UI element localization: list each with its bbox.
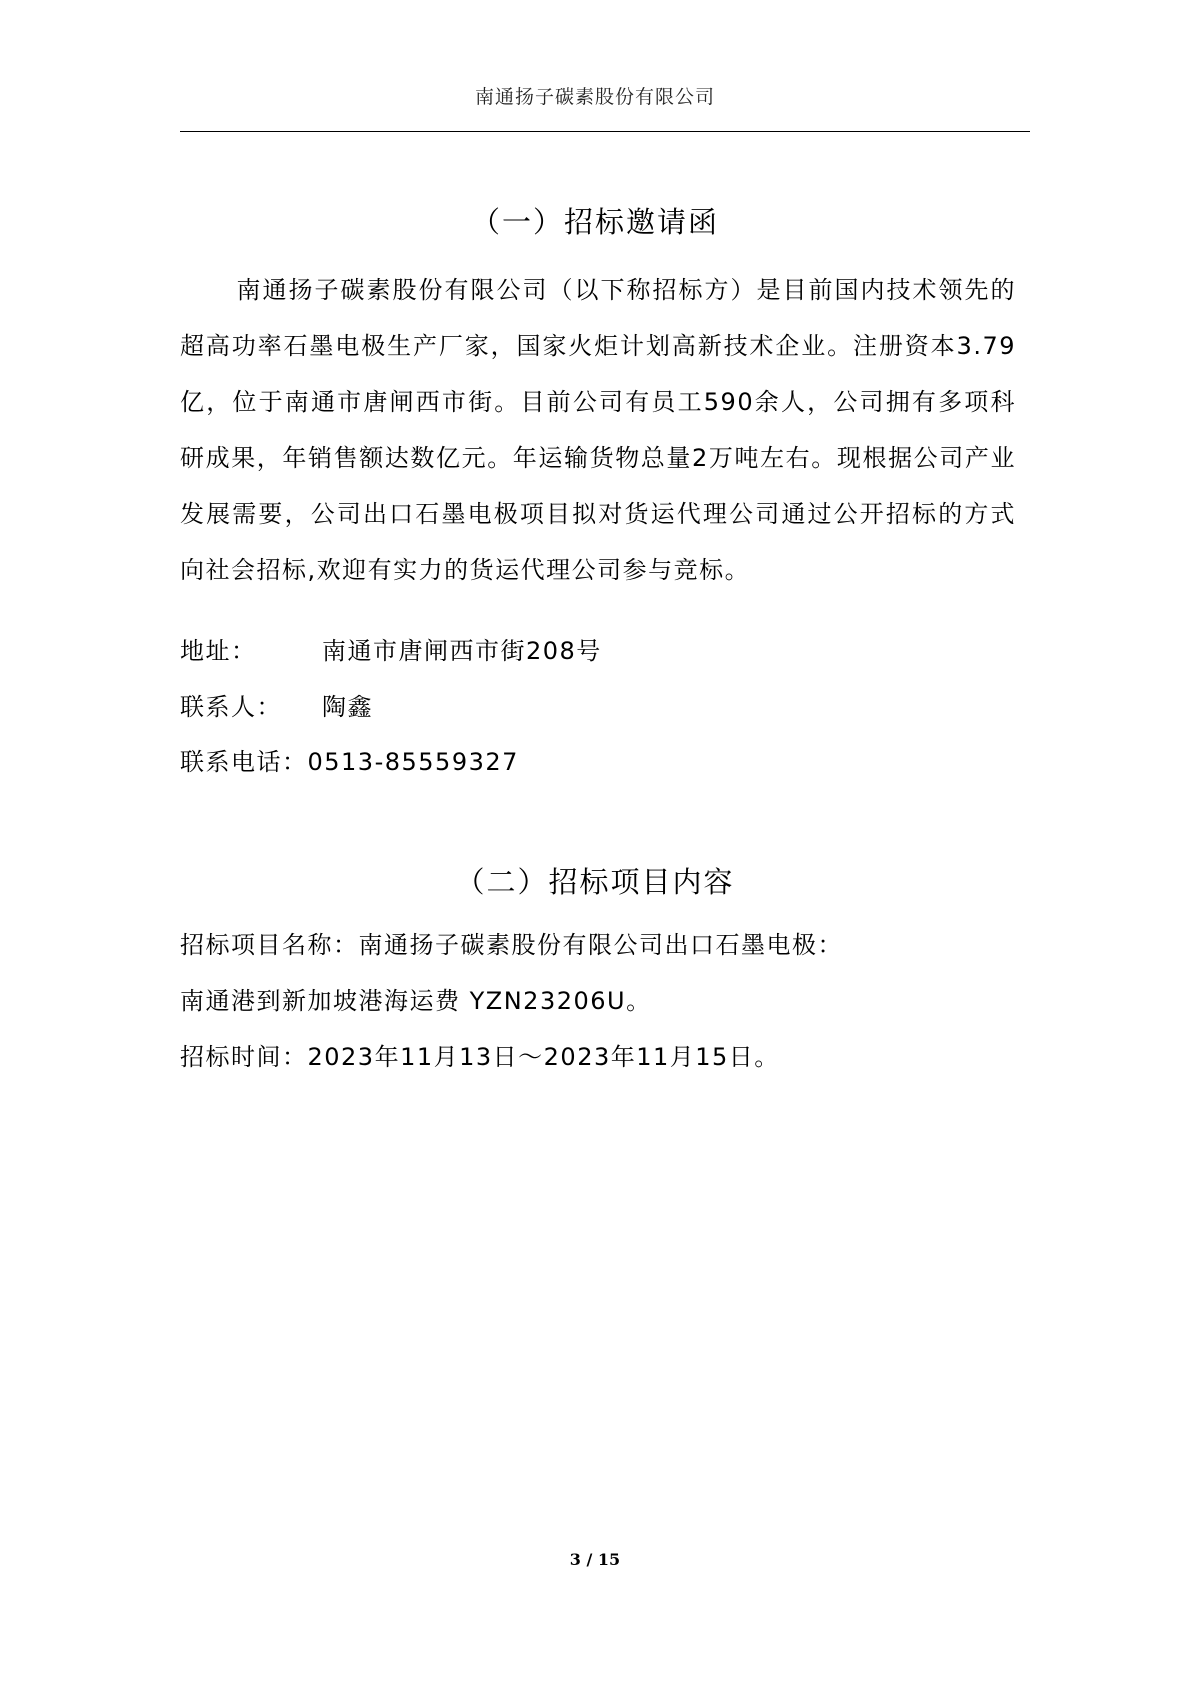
phone-line — [180, 742, 519, 777]
address-label: 地址： — [180, 637, 257, 665]
running-header: 南通扬子碳素股份有限公司 — [474, 86, 715, 108]
section-title-invitation: （一）招标邀请函 — [470, 205, 719, 239]
bid-time-line: 招标时间：2023年11月13日～2023年11月15日。 — [180, 1043, 780, 1071]
contact-value: 陶鑫 — [322, 693, 373, 721]
address-line — [180, 631, 602, 666]
page-number: 3 / 15 — [569, 1550, 621, 1569]
invitation-text: 南通扬子碳素股份有限公司（以下称招标方）是目前国内技术领先的超高功率石墨电极生产厂家，国家火炬计划高新技术企业。注册资本3.79亿，位于南通市唐闸西市街。目前公司有员工590余人，公司拥有多项科研成果，年销售额达数亿元。年运输货物总量2万吨左右。现根据公司产业发展需要，公司出口石墨电极项目拟对货运代理公司通过公开招标的方式向社会招标,欢迎有实力的货运代理公司参与竞标。 — [180, 276, 1016, 584]
invitation-paragraph — [180, 262, 1016, 598]
project-name-line-1: 招标项目名称：南通扬子碳素股份有限公司出口石墨电极： — [180, 931, 843, 959]
project-name-line-2: 南通港到新加坡港海运费 YZN23206U。 — [180, 987, 652, 1015]
section-title-project: （二）招标项目内容 — [455, 865, 735, 899]
contact-line — [180, 687, 373, 722]
contact-label: 联系人： — [180, 693, 282, 721]
header-rule — [180, 131, 1030, 132]
phone-label: 联系电话： — [180, 748, 308, 776]
address-value: 南通市唐闸西市街208号 — [322, 637, 602, 665]
phone-value: 0513-85559327 — [307, 748, 519, 776]
